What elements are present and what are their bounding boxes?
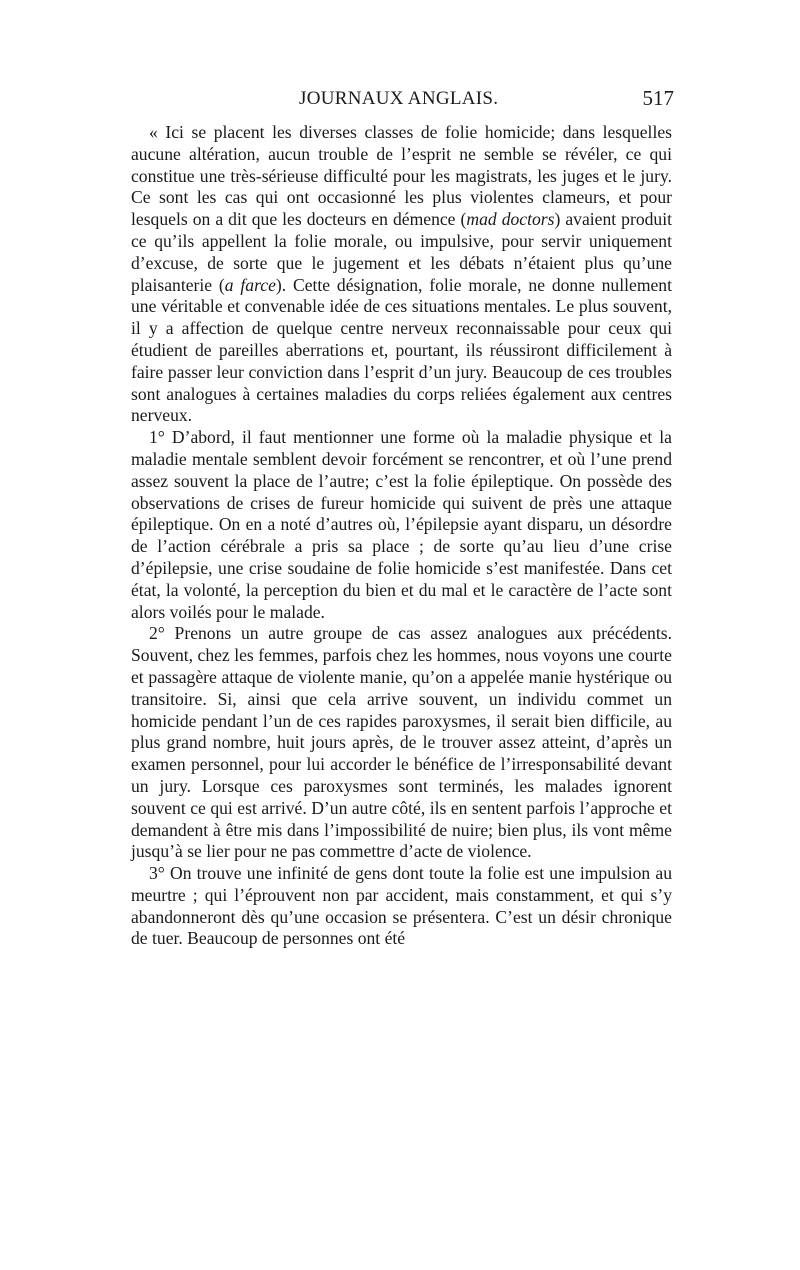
paragraph [131, 623, 672, 863]
text-run: « Ici se placent les diverses classes de folie homicide; dans lesquelles aucune altération, aucun trouble de l’esprit ne semble se révéler, ce qui constitue une très-sérieuse difficulté pour les magistrats, les juges et le jury. Ce sont les cas qui ont occasionné les plus violentes clameurs, et pour lesquels on a dit que les docteurs en démence ( [131, 122, 672, 230]
body-text [131, 122, 672, 950]
paragraph [131, 427, 672, 623]
paragraph [131, 863, 672, 950]
running-head [131, 88, 672, 122]
italic-phrase: mad doctors [466, 209, 555, 230]
running-title: JOURNAUX ANGLAIS. [299, 88, 499, 109]
book-page [131, 88, 672, 950]
page-number: 517 [642, 86, 674, 110]
text-run: ). Cette désignation, folie morale, ne donne nullement une véritable et convenable idée de ces situations mentales. Le plus souvent, il y a affection de quelque centre nerveux reconnaissable pour ceux qui étudient de pareilles aberrations et, pourtant, ils réussiront difficilement à faire passer leur conviction dans l’esprit d’un jury. Beaucoup de ces troubles sont analogues à certaines maladies du corps reliées également aux centres nerveux. [131, 274, 672, 426]
text-run: 1° D’abord, il faut mentionner une forme où la maladie physique et la maladie mentale semblent devoir forcément se rencontrer, et où l’une prend assez souvent la place de l’autre; c’est la folie épileptique. On possède des observations de crises de fureur homicide qui suivent de près une attaque épileptique. On en a noté d’autres où, l’épilepsie ayant disparu, un désordre de l’action cérébrale a pris sa place ; de sorte qu’au lieu d’une crise d’épilepsie, une crise soudaine de folie homicide s’est manifestée. Dans cet état, la volonté, la perception du bien et du mal et le caractère de l’acte sont alors voilés pour le malade. [131, 427, 672, 622]
text-run: 2° Prenons un autre groupe de cas assez analogues aux précédents. Souvent, chez les femmes, parfois chez les hommes, nous voyons une courte et passagère attaque de violente manie, qu’on a appelée manie hystérique ou transitoire. Si, ainsi que cela arrive souvent, un individu commet un homicide pendant l’un de ces rapides paroxysmes, il serait bien difficile, au plus grand nombre, huit jours après, de le trouver assez atteint, d’après un examen personnel, pour lui accorder le bénéfice de l’irresponsabilité devant un jury. Lorsque ces paroxysmes sont terminés, les malades ignorent souvent ce qui est arrivé. D’un autre côté, ils en sentent parfois l’approche et demandent à être mis dans l’impossibilité de nuire; bien plus, ils vont même jusqu’à se lier pour ne pas commettre d’acte de violence. [131, 623, 672, 862]
text-run: ) avaient produit ce qu’ils appellent la folie morale, ou impulsive, pour servir uniquement d’excuse, de sorte que le jugement et les débats n’étaient plus qu’une plaisanterie ( [131, 209, 673, 295]
italic-phrase: a farce [224, 274, 276, 295]
paragraph [131, 122, 672, 427]
text-run: 3° On trouve une infinité de gens dont toute la folie est une impulsion au meurtre ; qui l’éprouvent non par accident, mais constamment, et qui s’y abandonneront dès qu’une occasion se présentera. C’est un désir chronique de tuer. Beaucoup de personnes ont été [131, 863, 672, 949]
